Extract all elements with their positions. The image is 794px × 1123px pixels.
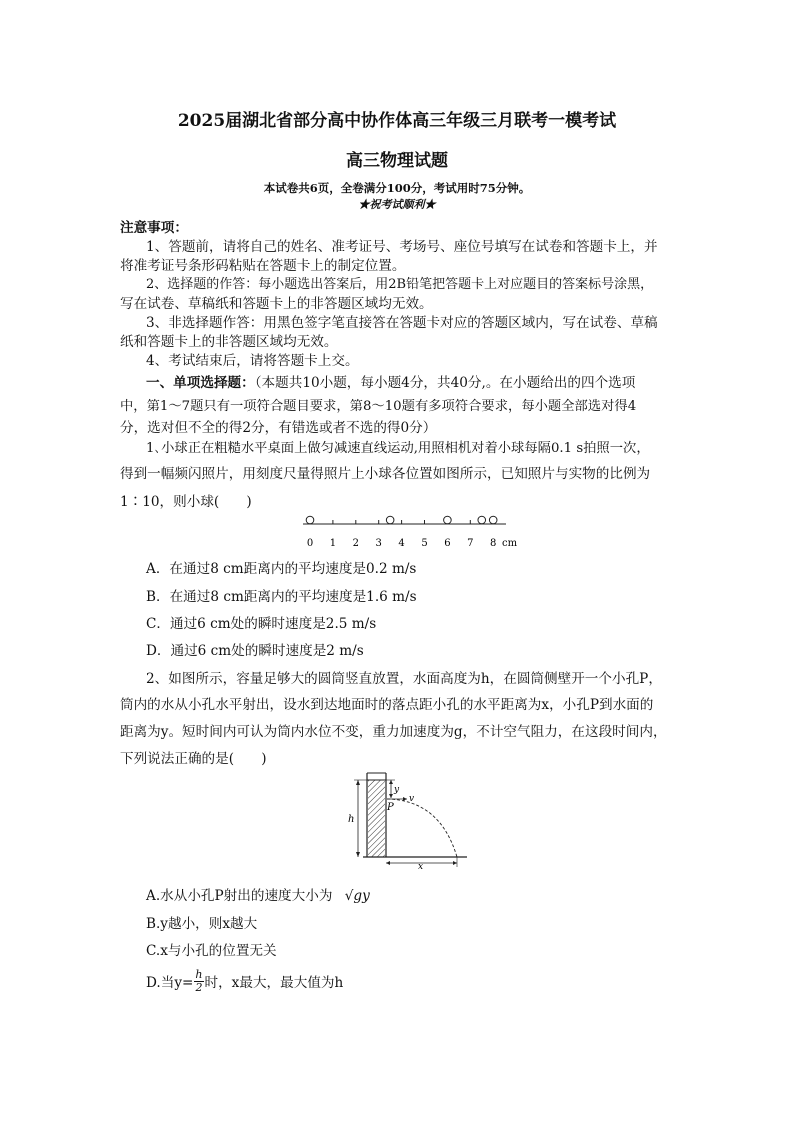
section1-heading: 一、单项选择题：	[146, 375, 255, 391]
q1-stem: 1､小球正在粗糙水平桌面上做匀减速直线运动,用照相机对着小球每隔0.1 s拍照一次，	[146, 441, 650, 456]
exam-info: 本试卷共6页，全卷满分100分，考试用时75分钟。	[263, 181, 531, 195]
notes-line: 1、答题前，请将自己的姓名、准考证号、考场号、座位号填写在试卷和答题卡上，并	[146, 239, 658, 255]
q1-ruler-figure	[300, 512, 530, 552]
q2-option-d-suffix: 时，x最大，最大值为h	[204, 975, 344, 991]
notes-line: 3、非选择题作答：用黑色签字笔直接答在答题卡对应的答题区域内，写在试卷、草稿	[146, 315, 658, 331]
section1-line: 分，选对但不全的得2分，有错选或者不选的得0分）	[120, 420, 437, 436]
ruler-unit-label: cm	[502, 538, 518, 549]
notes-heading: 注意事项：	[120, 220, 188, 236]
q2-option-a-math: √gy	[344, 888, 370, 904]
q2-option-d	[146, 964, 343, 998]
ruler-tick-label: 1	[329, 538, 337, 549]
label-h: h	[348, 814, 355, 825]
ruler-tick-label: 3	[375, 538, 382, 549]
section1-line: 中，第1～7题只有一项符合题目要求，第8～10题有多项符合要求，每小题全部选对得4	[120, 399, 637, 414]
ruler-tick-label: 4	[398, 538, 405, 549]
ruler-tick-label: 0	[306, 538, 314, 549]
water-body	[368, 780, 385, 857]
q1-option-a: A．在通过8 cm距离内的平均速度是0.2 m/s	[146, 561, 417, 577]
fraction-numerator: h	[195, 967, 203, 981]
q2-stem: 筒内的水从小孔水平射出，设水到达地面时的落点距小孔的水平距离为x，小孔P到水面的	[120, 697, 654, 713]
q1-option-c: C．通过6 cm处的瞬时速度是2.5 m/s	[146, 616, 377, 632]
q1-stem: 得到一幅频闪照片，用刻度尺量得照片上小球各位置如图所示，已知照片与实物的比例为	[120, 466, 651, 482]
q2-option-d-prefix: D.当y=	[146, 975, 194, 991]
q2-option-b: B.y越小，则x越大	[146, 916, 258, 932]
ruler-tick-label: 2	[352, 538, 359, 549]
ruler-labels	[307, 538, 497, 549]
ruler-tick-label: 6	[444, 538, 451, 549]
section1-intro: （本题共10小题，每小题4分，共40分,。在小题给出的四个选项	[254, 375, 636, 391]
label-x: x	[418, 862, 424, 870]
q2-stem: 距离为y。短时间内可认为筒内水位不变，重力加速度为g，不计空气阻力，在这段时间内，	[120, 724, 667, 740]
q2-stem: 2、如图所示，容量足够大的圆筒竖直放置，水面高度为h，在圆筒侧壁开一个小孔P，	[146, 671, 662, 687]
sub-title: 高三物理试题	[346, 151, 448, 171]
main-title: 2025届湖北省部分高中协作体高三年级三月联考一模考试	[177, 111, 617, 131]
q1-stem: 1∶10，则小球( )	[120, 494, 252, 510]
notes-line: 写在试卷、草稿纸和答题卡上的非答题区域均无效。	[120, 296, 433, 312]
ball-position	[386, 516, 394, 524]
notes-line: 将准考证号条形码粘贴在答题卡上的制定位置。	[120, 258, 406, 274]
exam-wish: ★祝考试顺利★	[358, 198, 436, 211]
q2-option-d-fraction	[194, 969, 203, 994]
label-P: P	[387, 802, 394, 813]
q2-option-a-text: A.水从小孔P射出的速度大小为	[146, 888, 333, 904]
section1-header	[146, 371, 635, 391]
label-y: y	[394, 785, 400, 795]
water-trajectory	[387, 799, 457, 857]
q2-cylinder-figure	[345, 770, 470, 870]
q1-option-d: D．通过6 cm处的瞬时速度是2 m/s	[146, 643, 364, 659]
q1-option-b: B．在通过8 cm距离内的平均速度是1.6 m/s	[146, 589, 417, 605]
ruler-ticks	[310, 520, 493, 524]
ruler-tick-label: 5	[421, 538, 428, 549]
notes-line: 纸和答题卡上的非答题区域均无效。	[120, 334, 338, 350]
ball-position	[444, 516, 452, 524]
notes-line: 4、考试结束后，请将答题卡上交。	[146, 353, 359, 369]
ruler-tick-label: 8	[490, 538, 497, 549]
q2-option-c: C.x与小孔的位置无关	[146, 943, 277, 959]
notes-line: 2、选择题的作答：每小题选出答案后，用2B铅笔把答题卡上对应题目的答案标号涂黑，	[146, 277, 654, 292]
ball-position	[478, 516, 486, 524]
ball-position	[489, 516, 497, 524]
ball-position	[306, 516, 314, 524]
fraction-denominator: 2	[195, 980, 203, 994]
ruler-tick-label: 7	[467, 538, 474, 549]
q2-stem: 下列说法正确的是( )	[120, 751, 267, 767]
label-v: v	[409, 794, 415, 804]
q2-option-a	[146, 884, 370, 904]
